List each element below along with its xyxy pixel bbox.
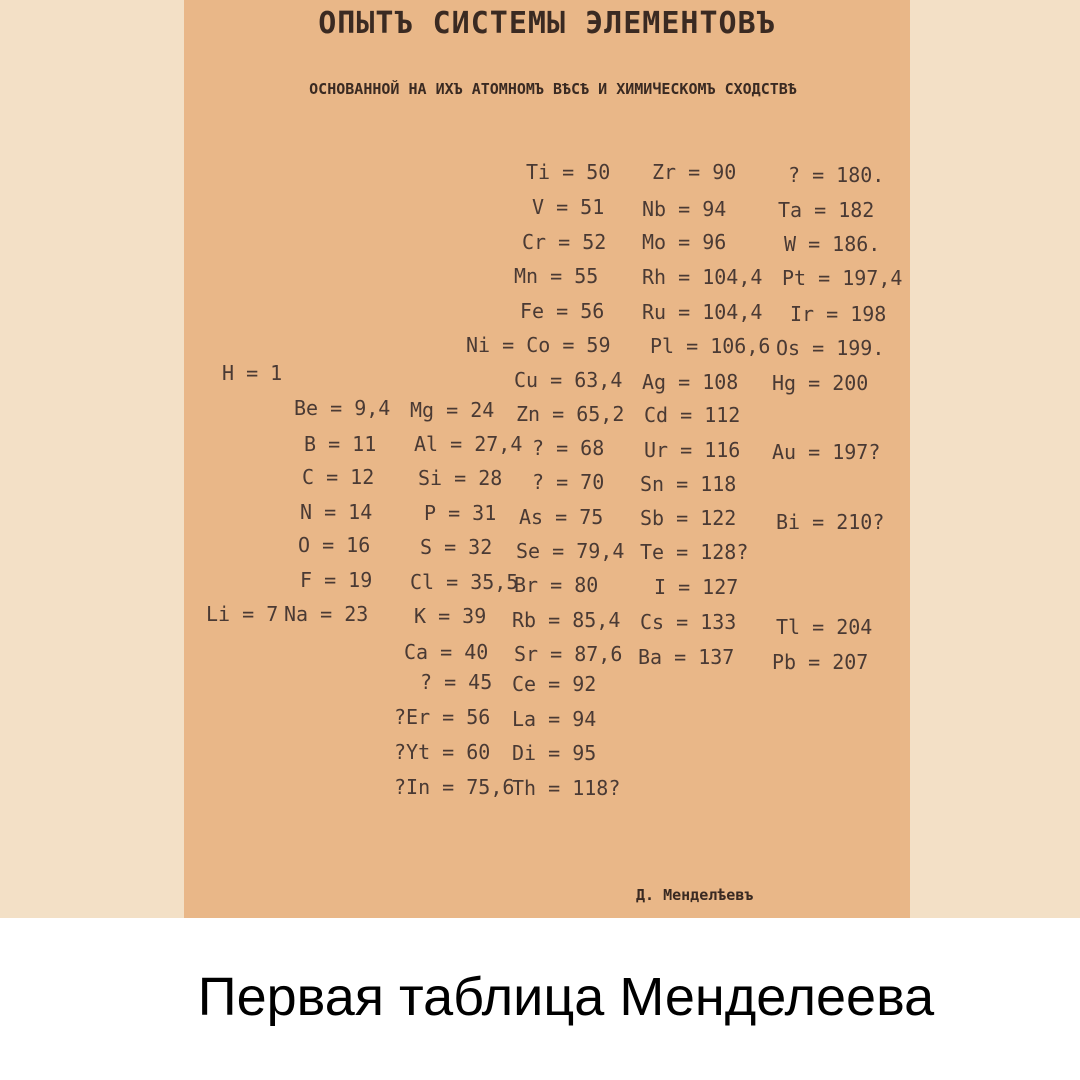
element-entry: F = 19 — [300, 568, 373, 592]
element-entry: Bi = 210? — [776, 510, 885, 534]
element-entry: Os = 199. — [776, 336, 885, 360]
element-entry: Mo = 96 — [642, 230, 727, 254]
element-entry: N = 14 — [300, 500, 373, 524]
element-entry: Di = 95 — [512, 741, 597, 765]
element-entry: ?Yt = 60 — [394, 740, 491, 764]
element-entry: La = 94 — [512, 707, 597, 731]
element-entry: Sb = 122 — [640, 506, 737, 530]
element-entry: Zr = 90 — [652, 160, 737, 184]
element-entry: Hg = 200 — [772, 371, 869, 395]
element-entry: Ti = 50 — [526, 160, 611, 184]
element-entry: Ni = Co = 59 — [466, 333, 611, 357]
element-entry: Te = 128? — [640, 540, 749, 564]
element-entry: Cl = 35,5 — [410, 570, 519, 594]
element-entry: ? = 68 — [532, 436, 605, 460]
element-entry: Cu = 63,4 — [514, 368, 623, 392]
element-entry: Th = 118? — [512, 776, 621, 800]
element-entry: Ta = 182 — [778, 198, 875, 222]
element-entry: Sn = 118 — [640, 472, 737, 496]
element-entry: Au = 197? — [772, 440, 881, 464]
element-entry: Cr = 52 — [522, 230, 607, 254]
element-entry: Tl = 204 — [776, 615, 873, 639]
element-entry: K = 39 — [414, 604, 487, 628]
element-entry: Pl = 106,6 — [650, 334, 771, 358]
element-entry: C = 12 — [302, 465, 375, 489]
element-entry: As = 75 — [519, 505, 604, 529]
element-entry: Na = 23 — [284, 602, 369, 626]
element-entry: O = 16 — [298, 533, 371, 557]
element-entry: Ca = 40 — [404, 640, 489, 664]
element-entry: ?Er = 56 — [394, 705, 491, 729]
element-entry: Nb = 94 — [642, 197, 727, 221]
element-entry: Ru = 104,4 — [642, 300, 763, 324]
element-entry: Br = 80 — [514, 573, 599, 597]
element-entry: Pt = 197,4 — [782, 266, 903, 290]
element-entry: Mn = 55 — [514, 264, 599, 288]
element-entry: Si = 28 — [418, 466, 503, 490]
element-entry: Cs = 133 — [640, 610, 737, 634]
element-entry: V = 51 — [532, 195, 605, 219]
element-entry: ? = 180. — [788, 163, 885, 187]
signature: Д. Менделѣевъ — [636, 886, 754, 904]
element-entry: Rb = 85,4 — [512, 608, 621, 632]
element-entry: ? = 45 — [420, 670, 493, 694]
element-entry: Ag = 108 — [642, 370, 739, 394]
element-entry: Cd = 112 — [644, 403, 741, 427]
element-entry: Zn = 65,2 — [516, 402, 625, 426]
element-entry: Ir = 198 — [790, 302, 887, 326]
element-entry: Rh = 104,4 — [642, 265, 763, 289]
element-entry: P = 31 — [424, 501, 497, 525]
element-entry: ?In = 75,6 — [394, 775, 515, 799]
element-entry: Al = 27,4 — [414, 432, 523, 456]
element-entry: Pb = 207 — [772, 650, 869, 674]
element-entry: Li = 7 — [206, 602, 279, 626]
caption: Первая таблица Менделеева — [197, 967, 935, 1027]
element-entry: Mg = 24 — [410, 398, 495, 422]
element-entry: Ce = 92 — [512, 672, 597, 696]
element-entry: Fe = 56 — [520, 299, 605, 323]
element-entry: Sr = 87,6 — [514, 642, 623, 666]
element-entry: ? = 70 — [532, 470, 605, 494]
element-entry: Be = 9,4 — [294, 396, 391, 420]
element-entry: Ur = 116 — [644, 438, 741, 462]
element-entry: B = 11 — [304, 432, 377, 456]
document-title: ОПЫТЪ СИСТЕМЫ ЭЛЕМЕНТОВЪ — [318, 6, 776, 41]
element-entry: S = 32 — [420, 535, 493, 559]
document-subtitle: ОСНОВАННОЙ НА ИХЪ АТОМНОМЪ ВѢСѢ И ХИМИЧЕСКОМЪ СХОДСТВѢ — [309, 80, 797, 98]
element-entry: I = 127 — [654, 575, 739, 599]
element-entry: H = 1 — [222, 361, 283, 385]
element-entry: Se = 79,4 — [516, 539, 625, 563]
element-entry: W = 186. — [784, 232, 881, 256]
element-entry: Ba = 137 — [638, 645, 735, 669]
